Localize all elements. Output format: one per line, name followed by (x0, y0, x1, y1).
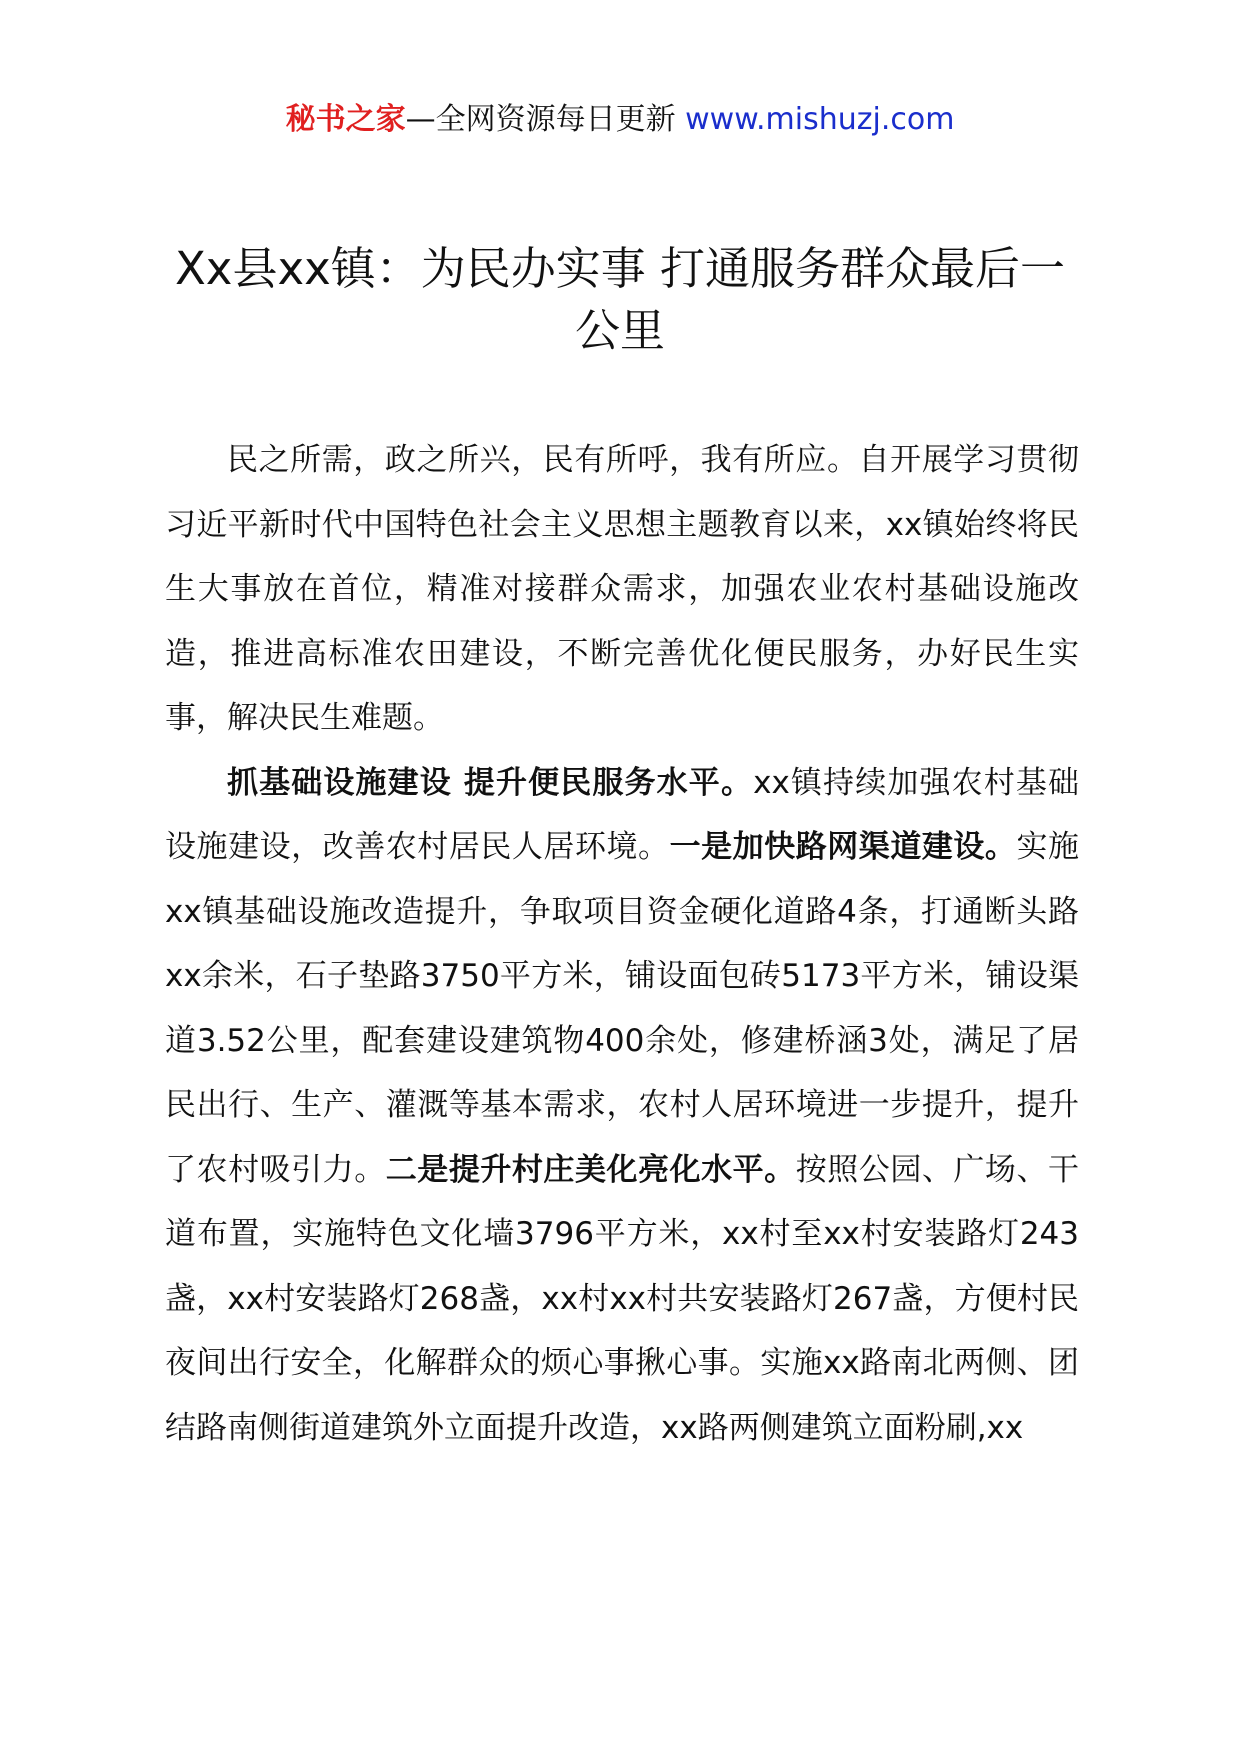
site-url-link[interactable]: www.mishuzj.com (685, 102, 955, 137)
subheading-1: 一是加快路网渠道建设。 (669, 829, 1017, 865)
intro-paragraph: 民之所需，政之所兴，民有所呼，我有所应。自开展学习贯彻习近平新时代中国特色社会主义思想主题教育以来，xx镇始终将民生大事放在首位，精准对接群众需求，加强农业农村基础设施改造，推进高标准农田建设，不断完善优化便民服务，办好民生实事，解决民生难题。 (165, 442, 1079, 736)
site-tagline: —全网资源每日更新 (405, 102, 676, 137)
section-text-2: 实施xx镇基础设施改造提升，争取项目资金硬化道路4条，打通断头路xx余米，石子垫路3750平方米，铺设面包砖5173平方米，铺设渠道3.52公里，配套建设建筑物400余处，修建桥涵3处，满足了居民出行、生产、灌溉等基本需求，农村人居环境进一步提升，提升了农村吸引力。 (165, 829, 1080, 1188)
site-header (0, 100, 1240, 140)
section-paragraph (165, 751, 1079, 1461)
document-body (165, 428, 1079, 1460)
site-brand: 秘书之家 (285, 102, 406, 137)
section-text-3: 按照公园、广场、干道布置，实施特色文化墙3796平方米，xx村至xx村安装路灯243盏，xx村安装路灯268盏，xx村xx村共安装路灯267盏，方便村民夜间出行安全，化解群众的烦心事揪心事。实施xx路南北两侧、团结路南侧街道建筑外立面提升改造，xx路两侧建筑立面粉刷,xx (165, 1151, 1080, 1446)
document-title: Xx县xx镇：为民办实事 打通服务群众最后一公里 (174, 242, 1066, 357)
section-heading: 抓基础设施建设 提升便民服务水平。 (227, 764, 754, 801)
section-text-1: xx镇持续加强农村基础设施建设，改善农村居民人居环境。 (165, 764, 1079, 865)
subheading-2: 二是提升村庄美化亮化水平。 (385, 1151, 796, 1188)
